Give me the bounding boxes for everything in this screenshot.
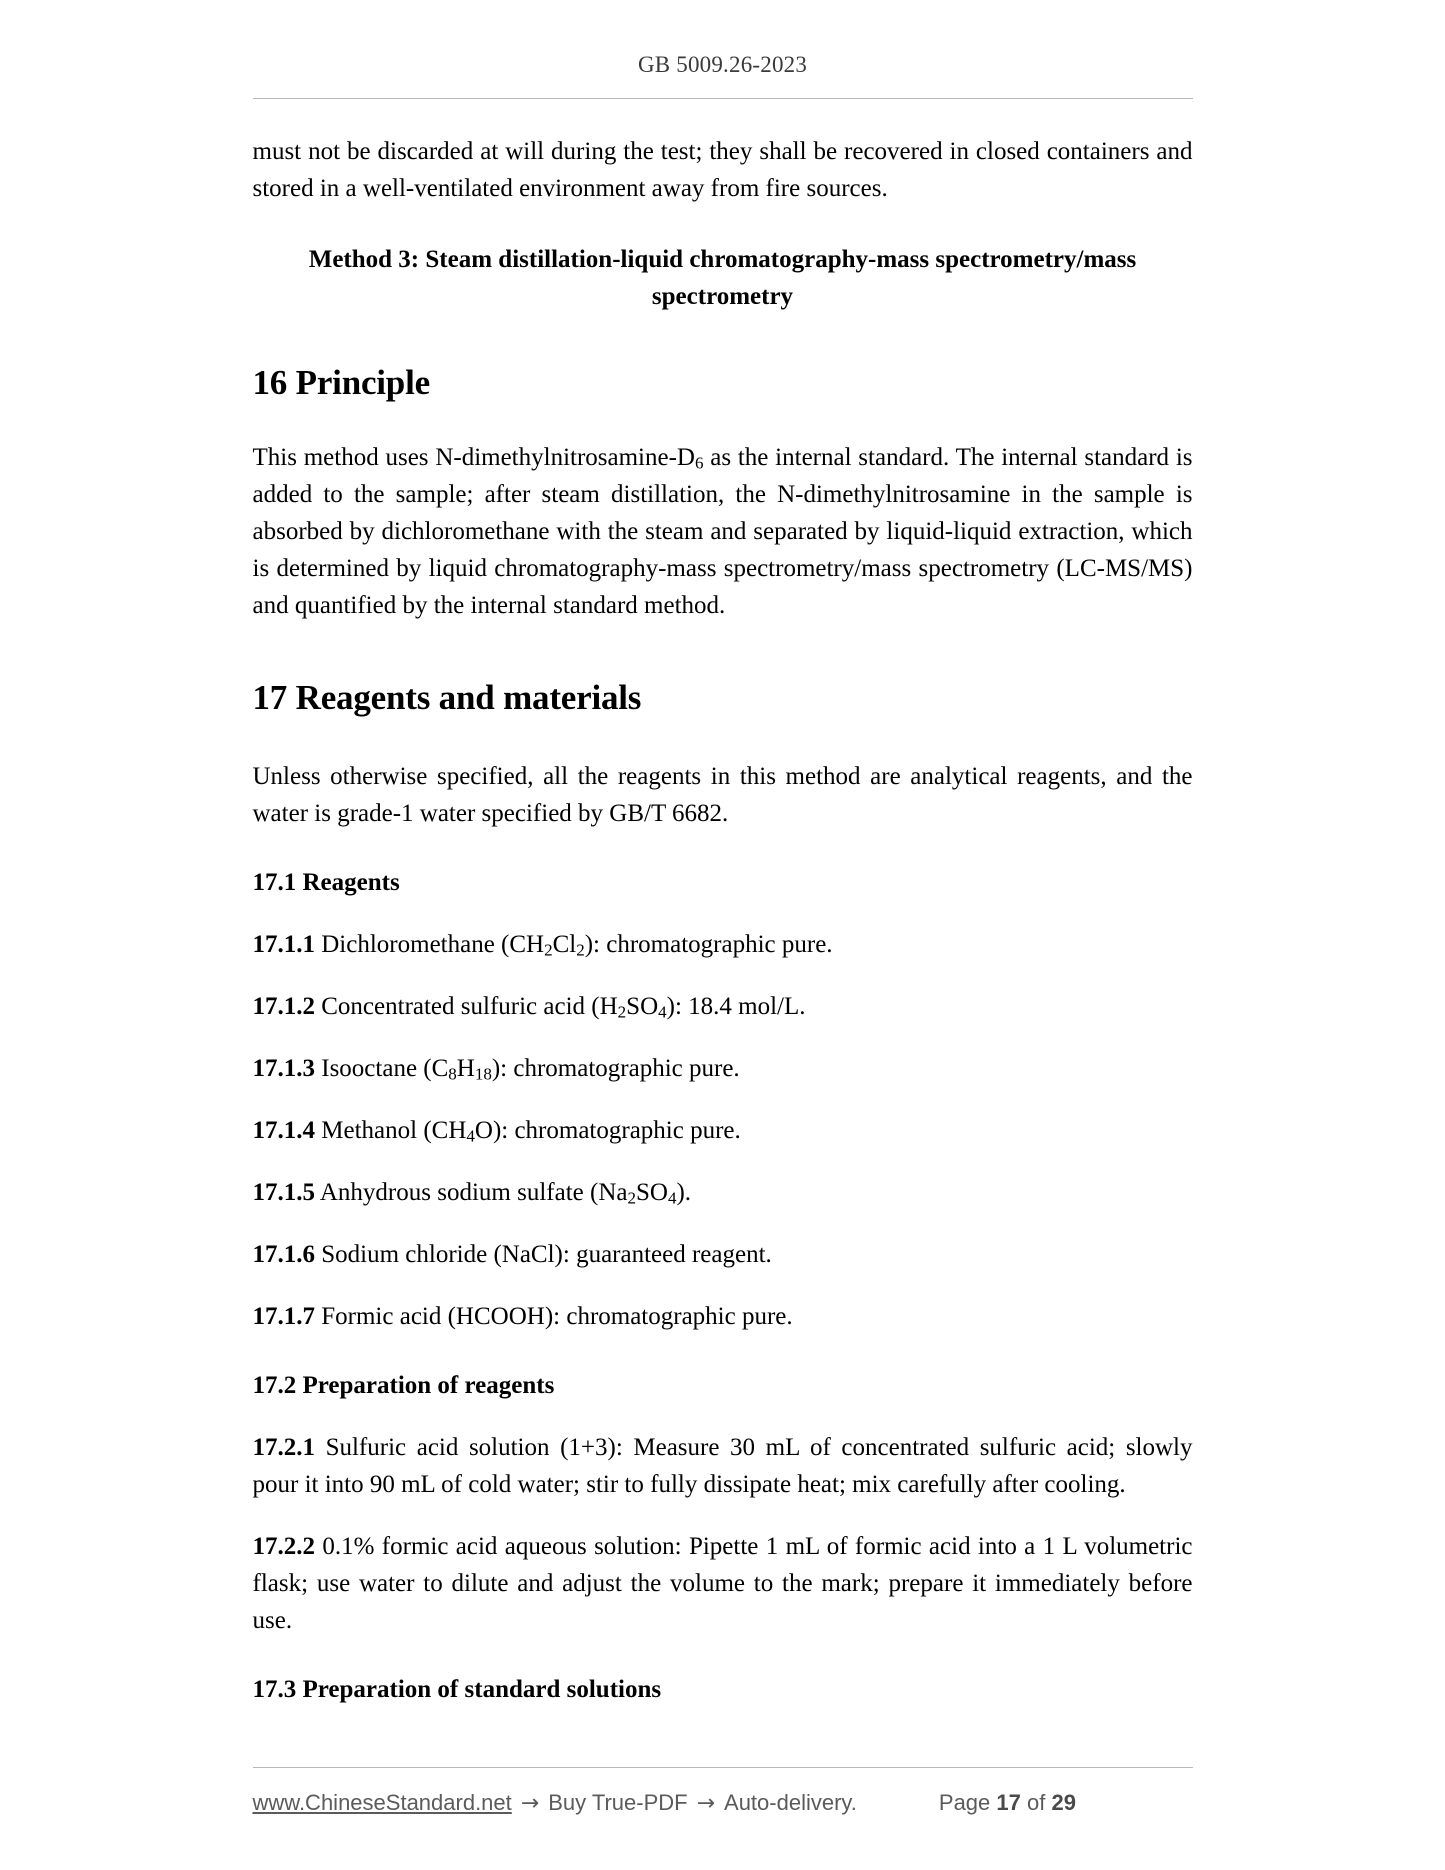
- footer-row: [253, 1790, 1193, 1816]
- reagent-text-before: Anhydrous sodium sulfate (Na: [315, 1179, 628, 1206]
- page-indicator: [939, 1790, 1076, 1816]
- subsection-heading-17-1: 17.1 Reagents: [252, 869, 400, 896]
- reagent-number: 17.1.1: [252, 931, 315, 958]
- standard-number: GB 5009.26-2023: [637, 52, 808, 77]
- preparation-item: [253, 1528, 1193, 1639]
- reagent-item: [253, 1112, 1193, 1149]
- reagent-item: [253, 1298, 1193, 1335]
- reagent-text-before: Dichloromethane (CH: [315, 931, 545, 958]
- reagent-text-before: Formic acid (HCOOH): chromatographic pure.: [315, 1303, 793, 1330]
- reagent-item: [253, 926, 1193, 963]
- reagent-subscript-1: 4: [466, 1126, 475, 1146]
- reagent-subscript-1: 8: [448, 1064, 457, 1084]
- preparation-number: 17.2.1: [252, 1434, 315, 1461]
- preparation-number: 17.2.2: [252, 1533, 315, 1560]
- reagent-text-mid: SO: [635, 1179, 668, 1206]
- reagent-text-after: ): chromatographic pure.: [491, 1055, 740, 1082]
- section-17-intro: Unless otherwise specified, all the reagents in this method are analytical reagents, and the water is grade-1 water specified by GB/T 6682.: [252, 763, 1193, 827]
- reagent-text-before: Sodium chloride (NaCl): guaranteed reagent.: [315, 1241, 772, 1268]
- arrow-right-icon: →: [520, 1791, 540, 1816]
- reagent-subscript-2: 4: [658, 1002, 667, 1022]
- reagent-text-mid: Cl: [552, 931, 577, 958]
- footer-divider: [253, 1767, 1193, 1768]
- continued-paragraph: must not be discarded at will during the test; they shall be recovered in closed containers and stored in a well-ventilated environment away from fire sources.: [252, 138, 1193, 202]
- reagent-text-mid: SO: [626, 993, 659, 1020]
- principle-paragraph: [253, 439, 1193, 624]
- reagent-text-after: ): chromatographic pure.: [492, 1117, 741, 1144]
- section-heading-16: 16 Principle: [252, 363, 430, 402]
- preparation-text: 0.1% formic acid aqueous solution: Pipette 1 mL of formic acid into a 1 L volumetric flask; use water to dilute and adjust the volume to the mark; prepare it immediately before use.: [252, 1533, 1193, 1634]
- page-label: Page: [938, 1790, 991, 1815]
- reagent-item: [253, 1174, 1193, 1211]
- preparation-item: [253, 1429, 1193, 1503]
- reagent-text-before: Isooctane (C: [315, 1055, 449, 1082]
- preparation-text: Sulfuric acid solution (1+3): Measure 30 mL of concentrated sulfuric acid; slowly pour it into 90 mL of cold water; stir to fully dissipate heat; mix carefully after cooling.: [252, 1434, 1193, 1498]
- reagent-subscript-1: 2: [617, 1002, 627, 1022]
- reagent-item: [253, 988, 1193, 1025]
- reagent-number: 17.1.3: [252, 1055, 315, 1082]
- method-title: Method 3: Steam distillation-liquid chromatography-mass spectrometry/mass spectrometry: [308, 246, 1137, 310]
- reagent-text-after: ): chromatographic pure.: [584, 931, 833, 958]
- reagent-subscript-1: 2: [627, 1188, 636, 1208]
- arrow-right-icon: →: [696, 1791, 716, 1816]
- reagent-subscript-1: 2: [544, 940, 553, 960]
- reagent-number: 17.1.4: [252, 1117, 315, 1144]
- reagent-text-before: Concentrated sulfuric acid (H: [315, 993, 618, 1020]
- subsection-heading-17-2: 17.2 Preparation of reagents: [252, 1372, 555, 1399]
- chinesestandard-link[interactable]: www.ChineseStandard.net: [252, 1790, 512, 1815]
- section-heading-17: 17 Reagents and materials: [252, 678, 642, 717]
- page-number: 17: [996, 1790, 1021, 1815]
- document-content: [253, 99, 1193, 1707]
- reagent-subscript-2: 2: [576, 940, 585, 960]
- reagent-number: 17.1.2: [252, 993, 315, 1020]
- of-label: of: [1027, 1790, 1046, 1815]
- reagent-number: 17.1.7: [252, 1303, 315, 1330]
- principle-text-before: This method uses N-dimethylnitrosamine-D: [252, 444, 695, 471]
- reagent-item: [253, 1050, 1193, 1087]
- principle-text-after: as the internal standard. The internal standard is added to the sample; after steam distillation, the N-dimethylnitrosamine in the sample is absorbed by dichloromethane with the steam and separated by liquid-liquid extraction, which is determined by liquid chromatography-mass spectrometry/mass spectrometry (LC-MS/MS) and quantified by the internal standard method.: [252, 444, 1193, 619]
- reagent-text-after: ).: [676, 1179, 692, 1206]
- principle-subscript: 6: [694, 453, 704, 473]
- total-pages: 29: [1051, 1790, 1076, 1815]
- reagent-text-after: ): 18.4 mol/L.: [666, 993, 806, 1020]
- reagent-number: 17.1.6: [252, 1241, 315, 1268]
- reagent-text-mid: H: [456, 1055, 475, 1082]
- footer-offer-buy: Buy True-PDF: [548, 1790, 688, 1815]
- page-footer: [253, 1767, 1193, 1816]
- reagent-number: 17.1.5: [252, 1179, 315, 1206]
- reagent-subscript-2: 18: [474, 1064, 492, 1084]
- subsection-heading-17-3: 17.3 Preparation of standard solutions: [252, 1676, 662, 1703]
- reagent-text-before: Methanol (CH: [315, 1117, 467, 1144]
- footer-offer-delivery: Auto-delivery.: [724, 1790, 857, 1815]
- page-header: [0, 0, 1445, 99]
- reagent-subscript-2: 4: [667, 1188, 677, 1208]
- reagent-item: [253, 1236, 1193, 1273]
- reagent-text-mid: O: [474, 1117, 493, 1144]
